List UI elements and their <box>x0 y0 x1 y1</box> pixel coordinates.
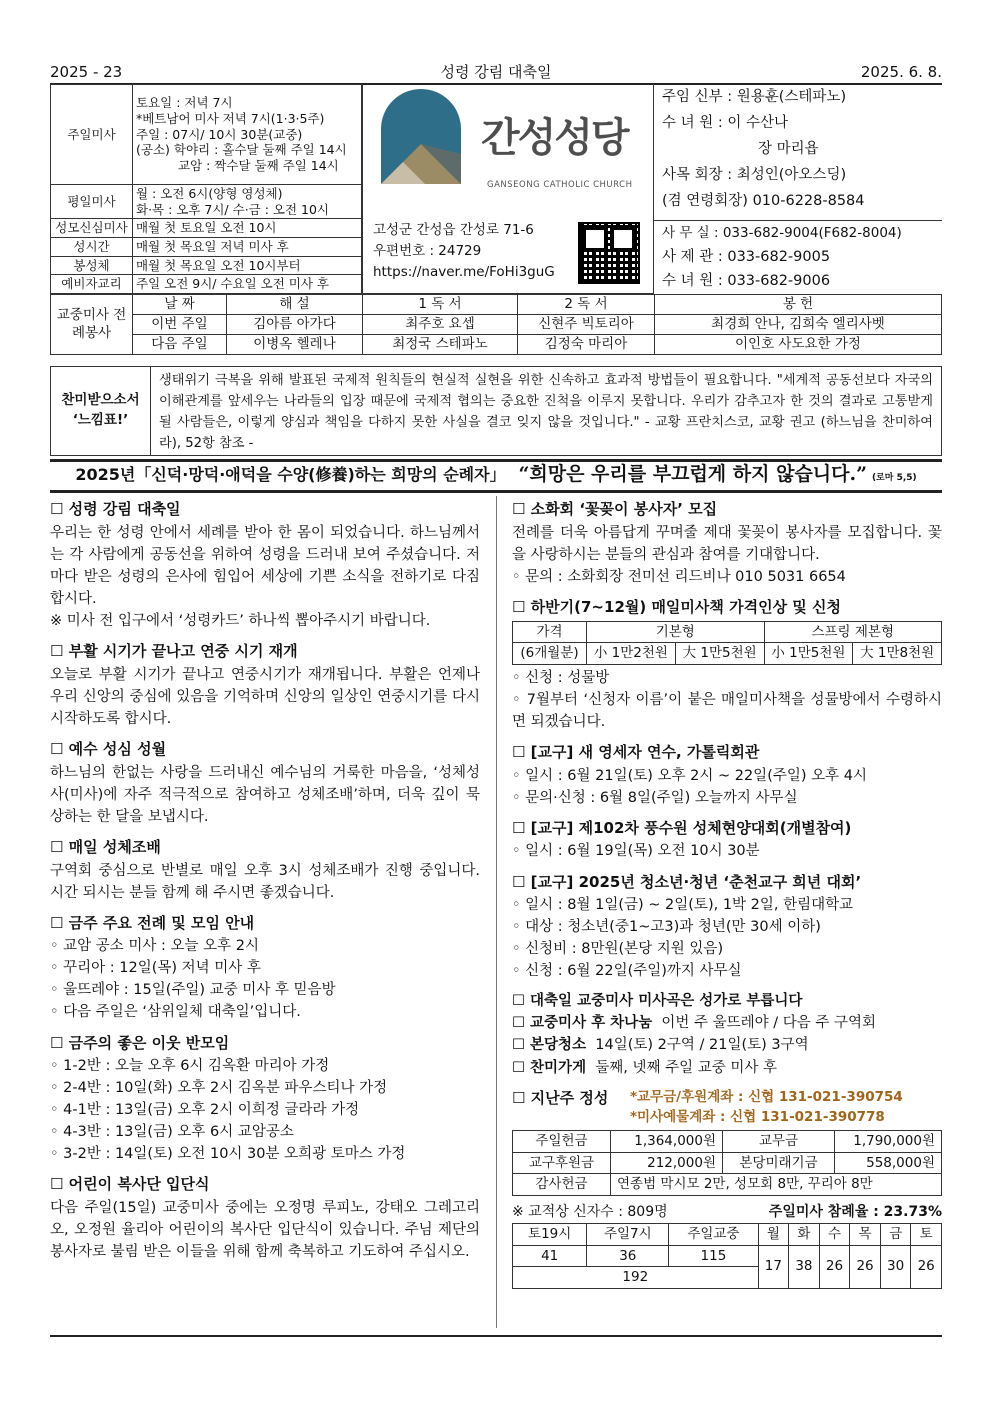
notice-heading: ☐ 하반기(7~12월) 매일미사책 가격인상 및 신청 <box>512 597 841 616</box>
notice-heading: ☐ 어린이 복사단 입단식 <box>50 1175 210 1194</box>
notice-item: ◦ 2-4반 : 10일(화) 오후 2시 김옥분 파우스티나 가정 <box>50 1080 388 1097</box>
notice-text: 전례를 더욱 아름답게 꾸며줄 제대 꽃꽂이 봉사자를 모집합니다. 꽃을 사랑하시는 분들의 관심과 참여를 기대합니다. <box>512 524 942 563</box>
mass-line: *베트남어 미사 저녁 7시(1·3·5주) <box>136 111 325 127</box>
notice-text: 다음 주일(15일) 교중미사 중에는 오정명 루피노, 강태오 그레고리오, 오정원 율리아 어린이의 복사단 입단식이 있습니다. 주님 제단의 봉사자로 불림 받은 이들을 위해 함께 축복하고 기도하여 주십시오. <box>50 1200 480 1261</box>
contact-line: 주임 신부 : 원용훈(스테파노) <box>662 89 847 105</box>
attendance-header: 월 <box>758 1224 789 1246</box>
servers-header: 날 짜 <box>133 295 227 315</box>
notice-eucharistic-congress <box>512 817 942 863</box>
attendance-cell: 36 <box>587 1245 669 1267</box>
notice-text: 구역회 중심으로 반별로 매일 오후 3시 성체조배가 진행 중입니다. 시간 되시는 분들 함께 해 주시면 좋겠습니다. <box>50 862 480 901</box>
misc-text: 14일(토) 2구역 / 21일(토) 3구역 <box>595 1037 809 1054</box>
laudato-si-label <box>51 367 151 455</box>
servers-header: 봉 헌 <box>655 295 942 315</box>
laudato-subtitle: ‘느낌표!’ <box>72 412 129 428</box>
schedule-value: 매월 첫 목요일 오전 10시부터 <box>133 256 362 275</box>
mass-schedule-table <box>50 84 362 294</box>
phone-line: 사 제 관 : 033-682-9005 <box>662 249 831 265</box>
attendance-cell: 26 <box>850 1245 881 1288</box>
mass-line: 교암 : 짝수달 둘째 주일 14시 <box>178 157 339 173</box>
notice-pentecost <box>50 498 480 632</box>
issue-number: 2025 - 23 <box>50 63 123 81</box>
notice-youth-jubilee <box>512 871 942 983</box>
mass-line: (공소) 학야리 : 홀수달 둘째 주일 14시 <box>136 142 347 158</box>
servers-cell: 김정숙 마리아 <box>518 335 655 355</box>
price-header: 스프링 제본형 <box>764 621 942 643</box>
notice-item: ◦ 1-2반 : 오늘 오후 6시 김옥환 마리아 가정 <box>50 1058 330 1075</box>
notice-misc <box>512 990 942 1078</box>
phone-line: 사 무 실 : 033-682-9004(F682-8004) <box>662 225 902 241</box>
mass-line: 월 : 오전 6시(양형 영성체) <box>136 185 283 201</box>
servers-header: 해 설 <box>227 295 363 315</box>
laudato-title: 찬미받으소서 <box>61 392 140 409</box>
notice-item: ◦ 일시 : 8월 1일(금) ~ 2일(토), 1박 2일, 한림대학교 <box>512 897 854 914</box>
attendance-header: 목 <box>850 1224 881 1246</box>
notice-item: ◦ 일시 : 6월 19일(목) 오전 10시 30분 <box>512 843 760 860</box>
jubilee-theme <box>50 461 942 488</box>
servers-cell: 이인호 사도요한 가정 <box>655 335 942 355</box>
price-label: (6개월분) <box>513 643 587 665</box>
address-line: 고성군 간성읍 간성로 71-6 <box>373 222 534 238</box>
notice-item: ◦ 교암 공소 미사 : 오늘 오후 2시 <box>50 938 260 955</box>
servers-label: 교중미사 전례봉사 <box>51 295 133 355</box>
price-cell: 小 1만2천원 <box>587 643 676 665</box>
attendance-header: 토19시 <box>513 1224 587 1246</box>
notice-text: 우리는 한 성령 안에서 세례를 받아 한 몸이 되었습니다. 하느님께서는 각 사람에게 공동선을 위하여 성령을 드러내 보여 주셨습니다. 저마다 받은 성령의 은사에 힘입어 세상에 기쁜 소식을 전하기로 다짐합시다. <box>50 524 480 607</box>
offering-label: 감사헌금 <box>513 1174 611 1196</box>
schedule-label: 성시간 <box>51 237 133 256</box>
offering-label: 교무금 <box>723 1131 835 1153</box>
schedule-value: 매월 첫 토요일 오전 10시 <box>133 219 362 238</box>
account-number: *미사예물계좌 : 신협 131-021-390778 <box>630 1109 885 1126</box>
column-divider <box>496 496 497 1328</box>
notice-offerings <box>512 1087 942 1196</box>
notice-item: ◦ 꾸리아 : 12일(목) 저녁 미사 후 <box>50 960 261 977</box>
attendance-rate: 주일미사 참례율 : 23.73% <box>768 1203 942 1220</box>
sunday-mass-label: 주일미사 <box>51 85 133 185</box>
notice-text: 하느님의 한없는 사랑을 드러내신 예수님의 거룩한 마음을, ‘성체성사(미사)에 자주 적극적으로 참여하고 성체조배’하며, 더욱 깊이 묵상하는 한 달을 보냅시다. <box>50 764 480 825</box>
price-cell: 大 1만8천원 <box>853 643 942 665</box>
notice-heading: ☐ 매일 성체조배 <box>50 837 161 856</box>
misc-heading: ☐ 대축일 교중미사 미사곡은 성가로 부릅니다 <box>512 993 803 1010</box>
schedule-label: 봉성체 <box>51 256 133 275</box>
notice-item: ◦ 신청 : 6월 22일(주일)까지 사무실 <box>512 963 742 980</box>
servers-cell: 최경희 안나, 김희숙 엘리사벳 <box>655 315 942 335</box>
offering-amount: 558,000원 <box>835 1152 942 1174</box>
price-header: 기본형 <box>587 621 765 643</box>
attendance-summary <box>512 1202 942 1223</box>
contact-line: (겸 연령회장) 010-6228-8584 <box>662 193 865 209</box>
notice-neighbor-meetings <box>50 1032 480 1166</box>
schedule-value: 주일 오전 9시/ 수요일 오전 미사 후 <box>133 275 362 294</box>
notice-heading: ☐ 성령 강림 대축일 <box>50 500 181 518</box>
notice-heading: ☐ [교구] 2025년 청소년·청년 ‘춘천교구 희년 대회’ <box>512 872 862 891</box>
notice-item: ◦ 문의·신청 : 6월 8일(주일) 오늘까지 사무실 <box>512 789 798 806</box>
mass-line: 화·목 : 오후 7시/ 수·금 : 오전 10시 <box>136 201 330 217</box>
postal-code: 우편번호 : 24729 <box>373 242 482 259</box>
servers-cell: 이번 주일 <box>133 315 227 335</box>
schedule-value: 매월 첫 목요일 저녁 미사 후 <box>133 237 362 256</box>
church-name-english: GANSEONG CATHOLIC CHURCH <box>487 180 633 190</box>
attendance-cell: 115 <box>669 1245 758 1267</box>
price-cell: 小 1만5천원 <box>764 643 853 665</box>
phone-contacts <box>654 220 942 293</box>
servers-header: 1 독 서 <box>363 295 518 315</box>
liturgy-servers-table <box>50 294 942 355</box>
notice-adoration <box>50 836 480 904</box>
missal-price-table <box>512 621 942 665</box>
notice-daily-missal <box>512 596 942 733</box>
mass-line: 주일 : 07시/ 10시 30분(교중) <box>136 126 303 142</box>
church-logo <box>362 84 654 212</box>
attendance-header: 수 <box>819 1224 850 1246</box>
theme-quote: “희망은 우리를 부끄럽게 하지 않습니다.” <box>518 463 868 485</box>
notice-heading: ☐ 예수 성심 성월 <box>50 739 167 758</box>
attendance-cell: 41 <box>513 1245 587 1267</box>
attendance-cell: 17 <box>758 1245 789 1288</box>
left-column <box>50 498 480 1271</box>
contact-line: 장 마리욥 <box>758 141 819 157</box>
notice-heading: ☐ 지난주 정성 <box>512 1088 609 1107</box>
mass-line: 토요일 : 저녁 7시 <box>136 95 233 111</box>
contact-line: 수 녀 원 : 이 수산나 <box>662 115 788 131</box>
contact-line: 사목 회장 : 최성인(아오스딩) <box>662 167 847 183</box>
thanks-offering: 연종범 막시모 2만, 성모회 8만, 꾸리아 8만 <box>611 1174 942 1196</box>
attendance-cell: 26 <box>911 1245 942 1288</box>
attendance-header: 화 <box>789 1224 820 1246</box>
attendance-header: 주일교중 <box>669 1224 758 1246</box>
notice-item: ◦ 4-3반 : 13일(금) 오후 6시 교암공소 <box>50 1124 294 1141</box>
attendance-table <box>512 1223 942 1289</box>
misc-text: 이번 주 울뜨레야 / 다음 주 구역회 <box>661 1015 877 1032</box>
notice-item: ※ 미사 전 입구에서 ‘성령카드’ 하나씩 뽑아주시기 바랍니다. <box>50 612 431 629</box>
price-label: 가격 <box>513 621 587 643</box>
notice-item: ◦ 신청 : 성물방 <box>512 669 610 686</box>
misc-heading: ☐ 찬미가게 <box>512 1059 587 1076</box>
header-line <box>50 62 942 83</box>
schedule-label: 예비자교리 <box>51 275 133 294</box>
notice-item: ◦ 일시 : 6월 21일(토) 오후 2시 ~ 22일(주일) 오후 4시 <box>512 767 867 784</box>
notice-new-baptized <box>512 741 942 809</box>
notice-item: ◦ 문의 : 소화회장 전미선 리드비나 010 5031 6654 <box>512 568 846 585</box>
notice-sacred-heart <box>50 738 480 828</box>
phone-line: 수 녀 원 : 033-682-9006 <box>662 273 831 289</box>
theme-title: 2025년「신덕·망덕·애덕을 수양(修養)하는 희망의 순례자」 <box>75 465 506 484</box>
notice-altar-servers <box>50 1173 480 1263</box>
church-url[interactable]: https://naver.me/FoHi3guG <box>373 263 555 280</box>
offering-label: 교구후원금 <box>513 1152 611 1174</box>
misc-heading: ☐ 교중미사 후 차나눔 <box>512 1015 653 1032</box>
notice-item: ◦ 7월부터 ‘신청자 이름’이 붙은 매일미사책을 성물방에서 수령하시면 되겠습니다. <box>512 691 942 730</box>
weekday-mass-label: 평일미사 <box>51 185 133 219</box>
notice-item: ◦ 4-1반 : 13일(금) 오후 2시 이희정 글라라 가정 <box>50 1102 360 1119</box>
offering-table <box>512 1130 942 1196</box>
schedule-label: 성모신심미사 <box>51 219 133 238</box>
theme-rule-bottom <box>50 490 942 493</box>
offering-label: 주일헌금 <box>513 1131 611 1153</box>
attendance-total: 192 <box>513 1267 759 1289</box>
notice-item: ◦ 대상 : 청소년(중1~고3)과 청년(만 30세 이하) <box>512 919 821 936</box>
servers-cell: 최정국 스테파노 <box>363 335 518 355</box>
laudato-si-box <box>50 366 942 456</box>
servers-header: 2 독 서 <box>518 295 655 315</box>
feast-title: 성령 강림 대축일 <box>440 63 552 81</box>
staff-contacts <box>654 84 942 214</box>
registered-count: ※ 교적상 신자수 : 809명 <box>512 1203 668 1220</box>
notice-flower-volunteers <box>512 498 942 588</box>
attendance-cell: 26 <box>819 1245 850 1288</box>
attendance-cell: 38 <box>789 1245 820 1288</box>
church-name: 간성성당 <box>481 115 628 161</box>
offering-amount: 1,790,000원 <box>835 1131 942 1153</box>
laudato-si-text: 생태위기 극복을 위해 발표된 국제적 원칙들의 현실적 실현을 위한 신속하고 효과적 방법들이 필요합니다. "세계적 공동선보다 자국의 이해관계를 앞세우는 나라들의 입장 때문에 국제적 협의는 중요한 진척을 이루지 못합니다. 우리가 감추고자 한 것의 결과로 고통받게 될 사람들은, 이렇게 양심과 책임을 다하지 못한 사실을 결코 잊지 않을 것입니다." - 교황 프란치스코, 교황 권고 (하느님을 찬미하여라), 52항 참조 - <box>159 373 933 452</box>
notice-ordinary-time <box>50 640 480 730</box>
attendance-header: 토 <box>911 1224 942 1246</box>
notice-heading: ☐ 부활 시기가 끝나고 연중 시기 재개 <box>50 641 298 660</box>
price-cell: 大 1만5천원 <box>675 643 764 665</box>
servers-cell: 김아름 아가다 <box>227 315 363 335</box>
notice-text: 오늘로 부활 시기가 끝나고 연중시기가 재개됩니다. 부활은 언제나 우리 신앙의 중심에 있음을 기억하며 신앙의 일상인 연중시기를 다시 시작하도록 합시다. <box>50 666 480 727</box>
sunday-mass-times <box>133 85 362 185</box>
servers-cell: 이병옥 헬레나 <box>227 335 363 355</box>
notice-item: ◦ 다음 주일은 ‘삼위일체 대축일’입니다. <box>50 1004 301 1021</box>
misc-heading: ☐ 본당청소 <box>512 1037 587 1054</box>
bottom-rule <box>50 1335 942 1337</box>
attendance-cell: 30 <box>880 1245 911 1288</box>
account-number: *교무금/후원계좌 : 신협 131-021-390754 <box>630 1088 903 1105</box>
notice-heading: ☐ 금주 주요 전례 및 모임 안내 <box>50 913 255 932</box>
offering-amount: 1,364,000원 <box>611 1131 723 1153</box>
misc-text: 둘째, 넷째 주일 교중 미사 후 <box>595 1059 778 1076</box>
weekday-mass-times <box>133 185 362 219</box>
servers-cell: 최주호 요셉 <box>363 315 518 335</box>
attendance-header: 금 <box>880 1224 911 1246</box>
offering-amount: 212,000원 <box>611 1152 723 1174</box>
notice-item: ◦ 울뜨레야 : 15일(주일) 교중 미사 후 믿음방 <box>50 982 336 999</box>
notice-heading: ☐ [교구] 새 영세자 연수, 가톨릭회관 <box>512 742 760 761</box>
notice-item: ◦ 신청비 : 8만원(본당 지원 있음) <box>512 941 724 958</box>
theme-reference: (로마 5,5) <box>871 473 917 483</box>
notice-heading: ☐ 금주의 좋은 이웃 반모임 <box>50 1033 230 1052</box>
notice-item: ◦ 3-2반 : 14일(토) 오전 10시 30분 오희광 토마스 가정 <box>50 1146 406 1163</box>
offering-label: 본당미래기금 <box>723 1152 835 1174</box>
servers-cell: 신현주 빅토리아 <box>518 315 655 335</box>
servers-cell: 다음 주일 <box>133 335 227 355</box>
notice-heading: ☐ 소화회 ‘꽃꽂이 봉사자’ 모집 <box>512 500 718 518</box>
qr-code-icon[interactable] <box>578 222 640 284</box>
attendance-header: 주일7시 <box>587 1224 669 1246</box>
right-column <box>512 498 942 1289</box>
notice-weekly-schedule <box>50 912 480 1024</box>
issue-date: 2025. 6. 8. <box>860 63 942 81</box>
notice-heading: ☐ [교구] 제102차 풍수원 성체현양대회(개별참여) <box>512 818 852 837</box>
